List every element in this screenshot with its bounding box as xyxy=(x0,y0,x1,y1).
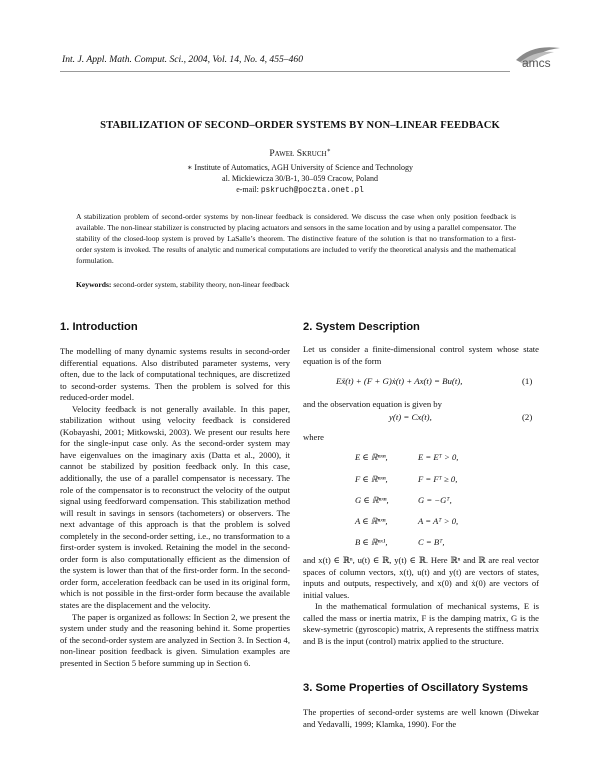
keywords-list: second-order system, stability theory, non-linear feedback xyxy=(113,280,290,289)
email-address[interactable]: pskruch@poczta.onet.pl xyxy=(260,187,364,195)
email-label: e-mail: xyxy=(236,185,259,194)
intro-paragraph-1: The modelling of many dynamic systems results in second-order differential equations. Also distributed parameter systems, very often, due to the lack of computational techniques, are discretized to second-order systems. Then the problem is solved for this reduced-order model. xyxy=(60,346,290,403)
amcs-logo xyxy=(510,38,570,78)
journal-citation: Int. J. Appl. Math. Comput. Sci., 2004, Vol. 14, No. 4, 455–460 xyxy=(62,54,303,65)
left-column xyxy=(60,346,290,669)
matrix-e-domain: E ∈ ℝⁿˣⁿ, xyxy=(355,452,388,462)
matrix-a-property: A = Aᵀ > 0, xyxy=(418,516,459,526)
where-text: where xyxy=(303,432,324,442)
affiliation-email xyxy=(0,185,600,195)
intro-paragraph-3: The paper is organized as follows: In Section 2, we present the system under study and the reasoning behind it. Some properties of the second-order system are analyzed in Section 3. In Section 4, non-linear position feedback is given. Simulation examples are presented in Section 5 before summing up in Section 6. xyxy=(60,611,290,668)
matrix-b-property: C = Bᵀ, xyxy=(418,537,445,547)
matrix-g-property: G = −Gᵀ, xyxy=(418,495,452,505)
intro-paragraph-2: Velocity feedback is not generally available. In this paper, stabilization without using velocity feedback is considered (Kobayashi, 2001; Mitkowski, 2003). We present our results here for the single-input case only. As the second-order system may have eigenvalues on the imaginary axis (Datta et al., 2000), it cannot be stabilized by position feedback only. In this case, additionally, the use of a parallel compensator is necessary. The role of the compensator is to reconstruct the velocity of the output signal using feedforward compensation. This stabilization method will result in savings in sensors (tachometers) or observers. The next advantage of this approach is that the problem is solved completely in the second-order setting, i.e., no transformation to a first-order system is invoked. Retaining the model in the second-order form is also computationally efficient as the dimension of the system is lower than that of the first-order form. In the second-order form, acceleration feedback can be used in its original form, which is not possible in the first-order form because the available states are the displacement and the velocity. xyxy=(60,403,290,611)
section-3-text: The properties of second-order systems are well known (Diwekar and Yedavalli, 1999; Klamka, 1990). For the xyxy=(303,707,539,729)
author-name: Paweł Skruch xyxy=(269,148,327,160)
keywords-label: Keywords: xyxy=(76,280,112,289)
section-3-title: 3. Some Properties of Oscillatory Systems xyxy=(303,682,529,694)
matrix-b-domain: B ∈ ℝⁿˣ¹, xyxy=(355,537,388,547)
author-mark: ∗ xyxy=(326,148,331,154)
matrix-a-domain: A ∈ ℝⁿˣⁿ, xyxy=(355,516,388,526)
section-2-body xyxy=(303,555,539,647)
matrix-f-domain: F ∈ ℝⁿˣⁿ, xyxy=(355,474,388,484)
section-1-title: 1. Introduction xyxy=(60,321,138,333)
matrix-f-property: F = Fᵀ ≥ 0, xyxy=(418,474,458,484)
vector-spaces-paragraph: and x(t) ∈ ℝⁿ, u(t) ∈ ℝ, y(t) ∈ ℝ. Here ℝⁿ and ℝ are real vector spaces of column vectors, x(t), u(t) and y(t) are vectors of states, inputs and outputs, respectively, and x(0) and ẋ(0) are vectors of initial values. xyxy=(303,555,539,600)
equation-1-number: (1) xyxy=(522,376,533,386)
logo-text: amcs xyxy=(522,56,551,70)
observation-text: and the observation equation is given by xyxy=(303,399,442,409)
equation-2-number: (2) xyxy=(522,412,533,422)
matrix-g-domain: G ∈ ℝⁿˣⁿ, xyxy=(355,495,389,505)
header-rule xyxy=(60,71,510,72)
section-2-title: 2. System Description xyxy=(303,321,420,333)
paper-title: STABILIZATION OF SECOND–ORDER SYSTEMS BY NON–LINEAR FEEDBACK xyxy=(100,120,500,131)
author-line xyxy=(0,147,600,159)
mechanical-paragraph: In the mathematical formulation of mechanical systems, E is called the mass or inertia matrix, F is the damping matrix, G is the skew-symetric (gyroscopic) matrix, A represents the stiffness matrix and B is the input (control) matrix applied to the structure. xyxy=(303,601,539,646)
keywords xyxy=(76,280,516,289)
matrix-e-property: E = Eᵀ > 0, xyxy=(418,452,459,462)
system-intro-text: Let us consider a finite-dimensional control system whose state equation is of the form xyxy=(303,344,539,366)
affiliation-institute: ∗ Institute of Automatics, AGH University of Science and Technology xyxy=(186,163,414,172)
abstract: A stabilization problem of second-order systems by non-linear feedback is considered. We discuss the case when only position feedback is available. The non-linear stabilizer is constructed by placing actuators and sensors in the same location and by using a parallel compensator. The stability of the closed-loop system is proved by LaSalle’s theorem. The distinctive feature of the solution is that no transformation to a first-order system is invoked. The results of analytic and numerical computations are included to verify the theoretical analysis and the mathematical formulation. xyxy=(76,212,516,265)
affiliation-address: al. Mickiewicza 30/B-1, 30–059 Cracow, Poland xyxy=(222,174,378,183)
equation-1: Eẍ(t) + (F + G)ẋ(t) + Ax(t) = Bu(t), xyxy=(336,376,463,386)
equation-2: y(t) = Cx(t), xyxy=(389,412,432,422)
